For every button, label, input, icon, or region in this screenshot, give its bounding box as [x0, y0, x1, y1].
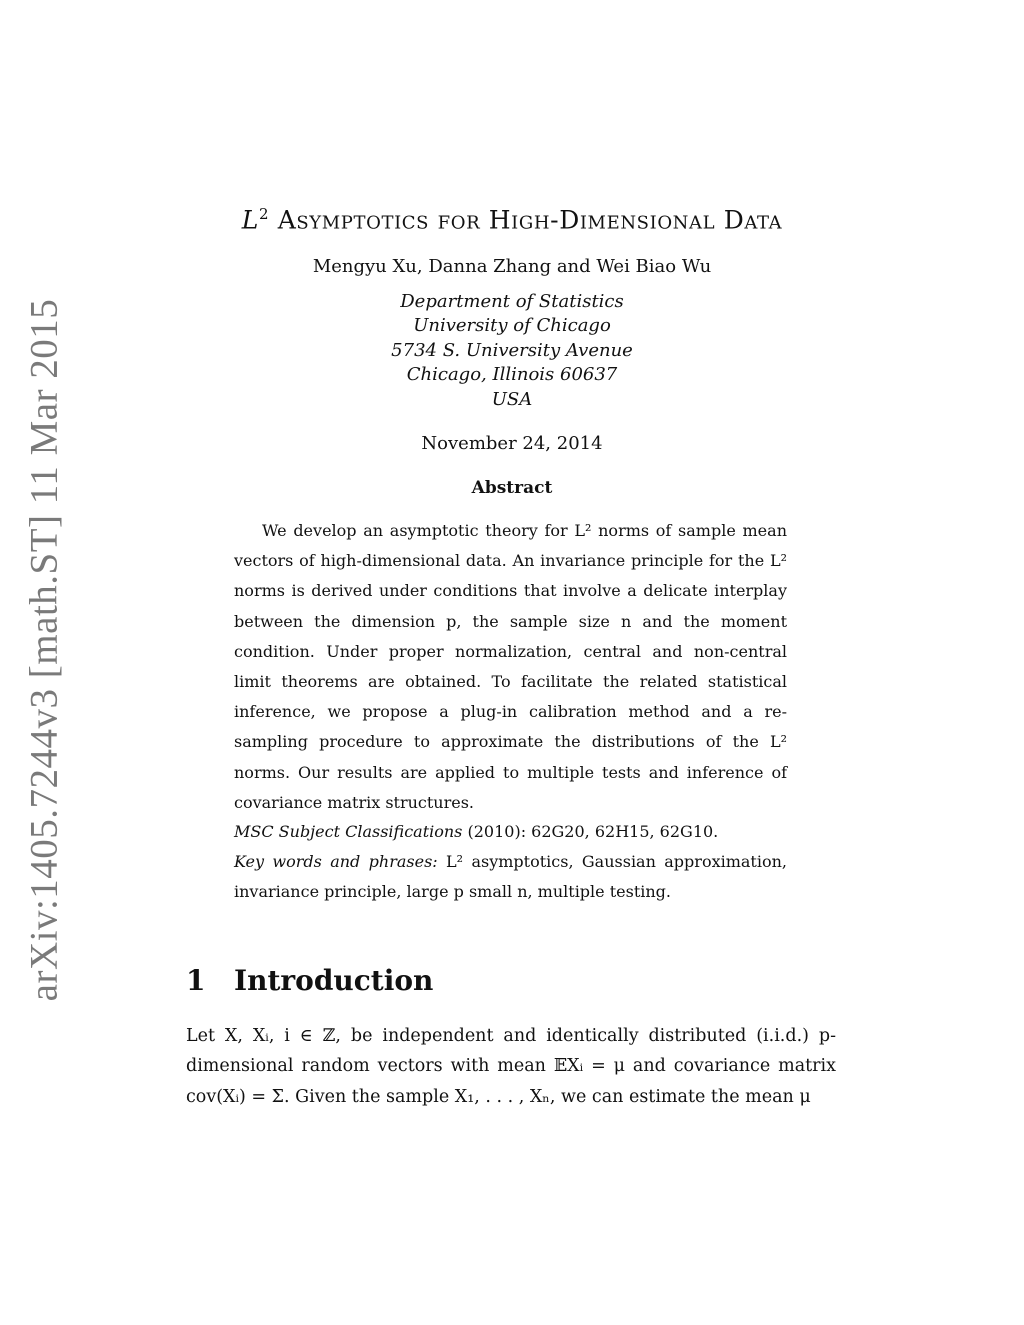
- intro-paragraph: Let X, Xᵢ, i ∈ ℤ, be independent and identically distributed (i.i.d.) p-dimensional random vectors with mean 𝔼Xᵢ = μ and covariance matrix cov(Xᵢ) = Σ. Given the sample X₁, . . . , Xₙ, we can estimate the mean μ: [186, 1026, 836, 1107]
- title-text: Asymptotics for High-Dimensional Data: [277, 205, 783, 235]
- title-symbol: L: [241, 205, 259, 235]
- keywords-text: L² asymptotics, Gaussian approximation, invariance principle, large p small n, multiple testing.: [234, 852, 787, 902]
- keywords-line: [234, 847, 787, 907]
- abstract-paragraph: We develop an asymptotic theory for L² norms of sample mean vectors of high-dimensional data. An invariance principle for the L² norms is derived under conditions that involve a delicate interplay between the dimension p, the sample size n and the moment condition. Under proper normalization, central and non-central limit theorems are obtained. To facilitate the related statistical inference, we propose a plug-in calibration method and a re-sampling procedure to approximate the distributions of the L² norms. Our results are applied to multiple tests and inference of covariance matrix structures.: [234, 521, 787, 812]
- author-list: Mengyu Xu, Danna Zhang and Wei Biao Wu: [312, 256, 712, 277]
- affiliation-department: Department of Statistics: [400, 291, 624, 312]
- msc-codes: (2010): 62G20, 62H15, 62G10.: [467, 822, 719, 841]
- affiliation-country: USA: [491, 388, 533, 410]
- affiliation-block: [0, 290, 1024, 412]
- abstract-body: [234, 516, 787, 818]
- section-title: Introduction: [234, 964, 434, 997]
- paper-title: [0, 205, 1024, 234]
- msc-line: [234, 817, 787, 847]
- section-number: 1: [186, 964, 206, 997]
- abstract-heading: Abstract: [471, 478, 553, 498]
- paper-date: November 24, 2014: [421, 433, 603, 454]
- classification-block: [234, 817, 787, 908]
- introduction-body: [186, 1021, 836, 1112]
- keywords-label: Key words and phrases:: [234, 852, 438, 872]
- arxiv-identifier-stamp: arXiv:1405.7244v3 [math.ST] 11 Mar 2015: [22, 298, 66, 1002]
- affiliation-city: Chicago, Illinois 60637: [406, 364, 618, 386]
- section-heading: [186, 964, 433, 997]
- affiliation-street: 5734 S. University Avenue: [391, 339, 633, 361]
- affiliation-university: University of Chicago: [413, 315, 611, 337]
- msc-label: MSC Subject Classifications: [234, 822, 463, 841]
- title-exponent: 2: [258, 205, 270, 223]
